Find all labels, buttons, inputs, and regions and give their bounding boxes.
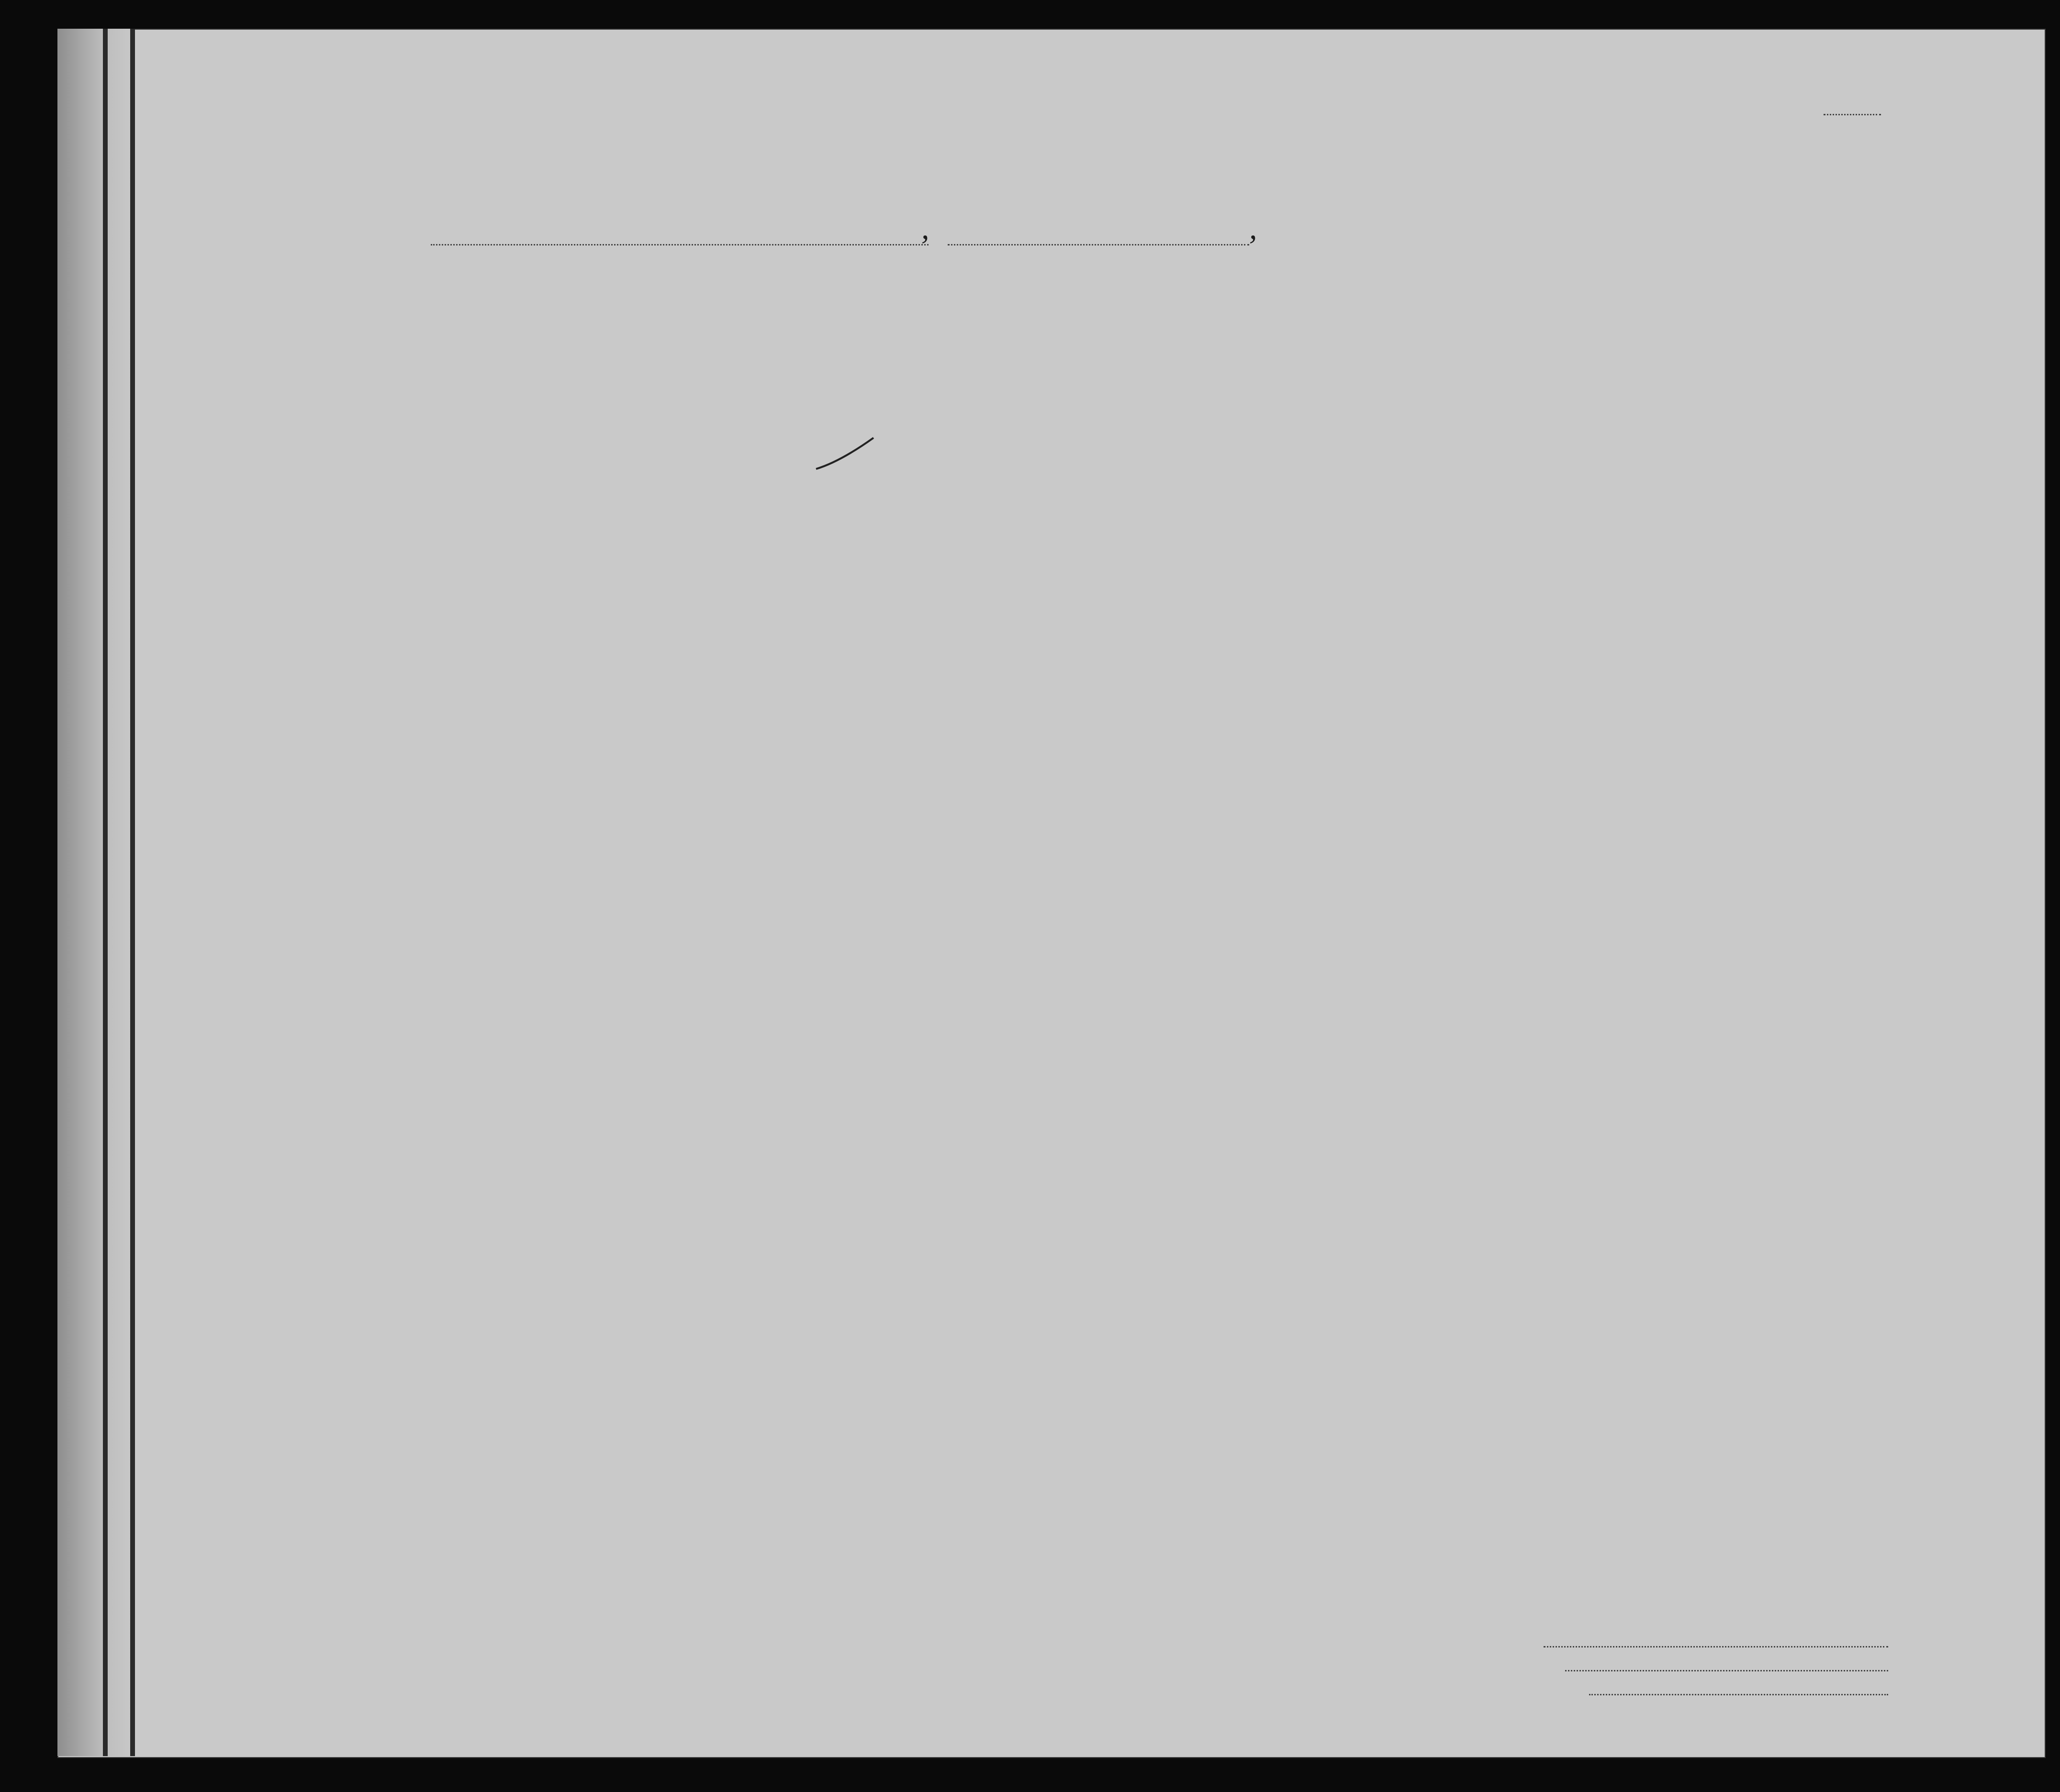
header-c31 bbox=[1525, 311, 1548, 426]
header-c28 bbox=[1425, 311, 1465, 426]
owners-field bbox=[1565, 1670, 1888, 1671]
header-c24-c bbox=[1302, 333, 1326, 426]
agents-field bbox=[1589, 1694, 1888, 1695]
line-field bbox=[1544, 1646, 1888, 1647]
header-c34-inches bbox=[1704, 390, 1716, 428]
header-c29 bbox=[1473, 311, 1497, 426]
header-c24-a bbox=[1228, 333, 1254, 426]
handwritten-stroke bbox=[811, 435, 878, 474]
comma: , bbox=[921, 211, 929, 246]
header-c25 bbox=[1335, 311, 1364, 426]
comma: , bbox=[1249, 211, 1257, 246]
header-c19 bbox=[660, 311, 683, 421]
header-c34-feet bbox=[1681, 390, 1693, 428]
header-c24-b bbox=[1258, 333, 1282, 426]
header-c26 bbox=[1378, 311, 1393, 426]
header-c30 bbox=[1504, 311, 1523, 426]
header-c21 bbox=[783, 311, 807, 421]
header-c27 bbox=[1404, 311, 1419, 426]
